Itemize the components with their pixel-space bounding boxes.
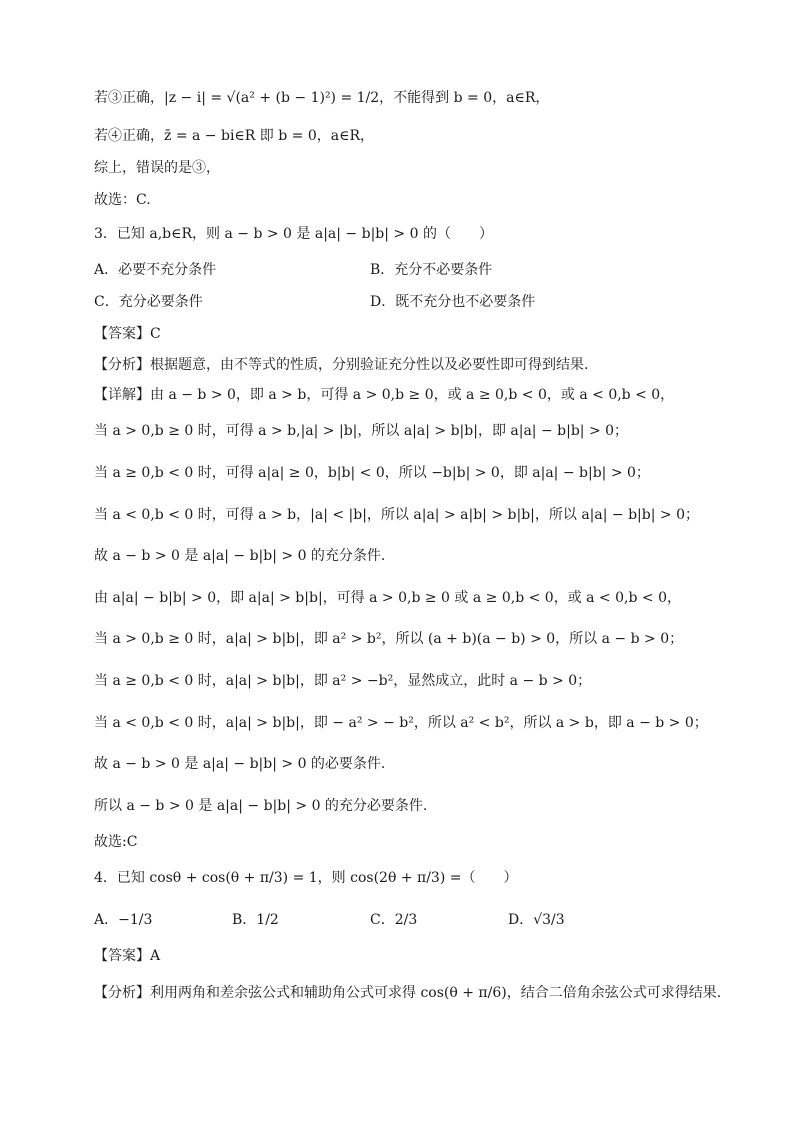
text-line: 故 a − b > 0 是 a|a| − b|b| > 0 的充分条件. [94,548,386,564]
q4-option-c: C．2/3 [370,912,418,928]
q3-option-d: D．既不充分也不必要条件 [370,294,536,310]
detail-line: 【详解】由 a − b > 0，即 a > b，可得 a > 0,b ≥ 0，或 a ≥ 0,b < 0，或 a < 0,b < 0， [94,387,675,403]
text-line: 所以 a − b > 0 是 a|a| − b|b| > 0 的充分必要条件. [94,798,428,814]
analysis-line: 【分析】根据题意，由不等式的性质，分别验证充分性以及必要性即可得到结果. [94,357,589,373]
question-4-stem: 4．已知 cosθ + cos(θ + π/3) = 1，则 cos(2θ + π/3) =（ ） [94,870,518,886]
text-line: 当 a ≥ 0,b < 0 时，可得 a|a| ≥ 0，b|b| < 0，所以 −b|b| > 0，即 a|a| − b|b| > 0； [94,465,650,481]
answer-line: 【答案】A [94,948,161,964]
text-line: 故 a − b > 0 是 a|a| − b|b| > 0 的必要条件. [94,756,386,772]
text-line: 当 a > 0,b ≥ 0 时，可得 a > b,|a| > |b|，所以 a|a| > b|b|，即 a|a| − b|b| > 0； [94,423,629,439]
text-line: 故选：C. [94,192,151,208]
answer-line: 【答案】C [94,326,161,342]
analysis-line: 【分析】利用两角和差余弦公式和辅助角公式可求得 cos(θ + π/6)，结合二倍角余弦公式可求得结果. [94,985,722,1001]
text-line: 当 a > 0,b ≥ 0 时，a|a| > b|b|，即 a² > b²，所以 (a + b)(a − b) > 0，所以 a − b > 0； [94,631,684,647]
text-line: 当 a < 0,b < 0 时，a|a| > b|b|，即 − a² > − b²，所以 a² < b²，所以 a > b，即 a − b > 0； [94,715,708,731]
text-line: 由 a|a| − b|b| > 0，即 a|a| > b|b|，可得 a > 0,b ≥ 0 或 a ≥ 0,b < 0，或 a < 0,b < 0， [94,590,681,606]
text-line: 若④正确，z̄ = a − bi∈R 即 b = 0，a∈R， [94,128,374,144]
q4-option-b: B．1/2 [232,912,279,928]
q3-option-b: B．充分不必要条件 [370,262,493,278]
text-line: 当 a ≥ 0,b < 0 时，a|a| > b|b|，即 a² > −b²，显然成立，此时 a − b > 0； [94,673,592,689]
text-line: 当 a < 0,b < 0 时，可得 a > b，|a| < |b|，所以 a|a| > a|b| > b|b|，所以 a|a| − b|b| > 0； [94,507,699,523]
text-line: 综上，错误的是③， [94,160,220,176]
text-line: 若③正确，|z − i| = √(a² + (b − 1)²) = 1/2，不能得到 b = 0，a∈R， [94,90,550,106]
q3-option-c: C．充分必要条件 [94,294,203,310]
q4-option-a: A．−1/3 [94,912,153,928]
q3-option-a: A．必要不充分条件 [94,262,217,278]
q4-option-d: D．√3/3 [508,912,565,928]
text-line: 故选:C [94,834,138,850]
question-3-stem: 3．已知 a,b∈R，则 a − b > 0 是 a|a| − b|b| > 0 的（ ） [94,226,493,242]
